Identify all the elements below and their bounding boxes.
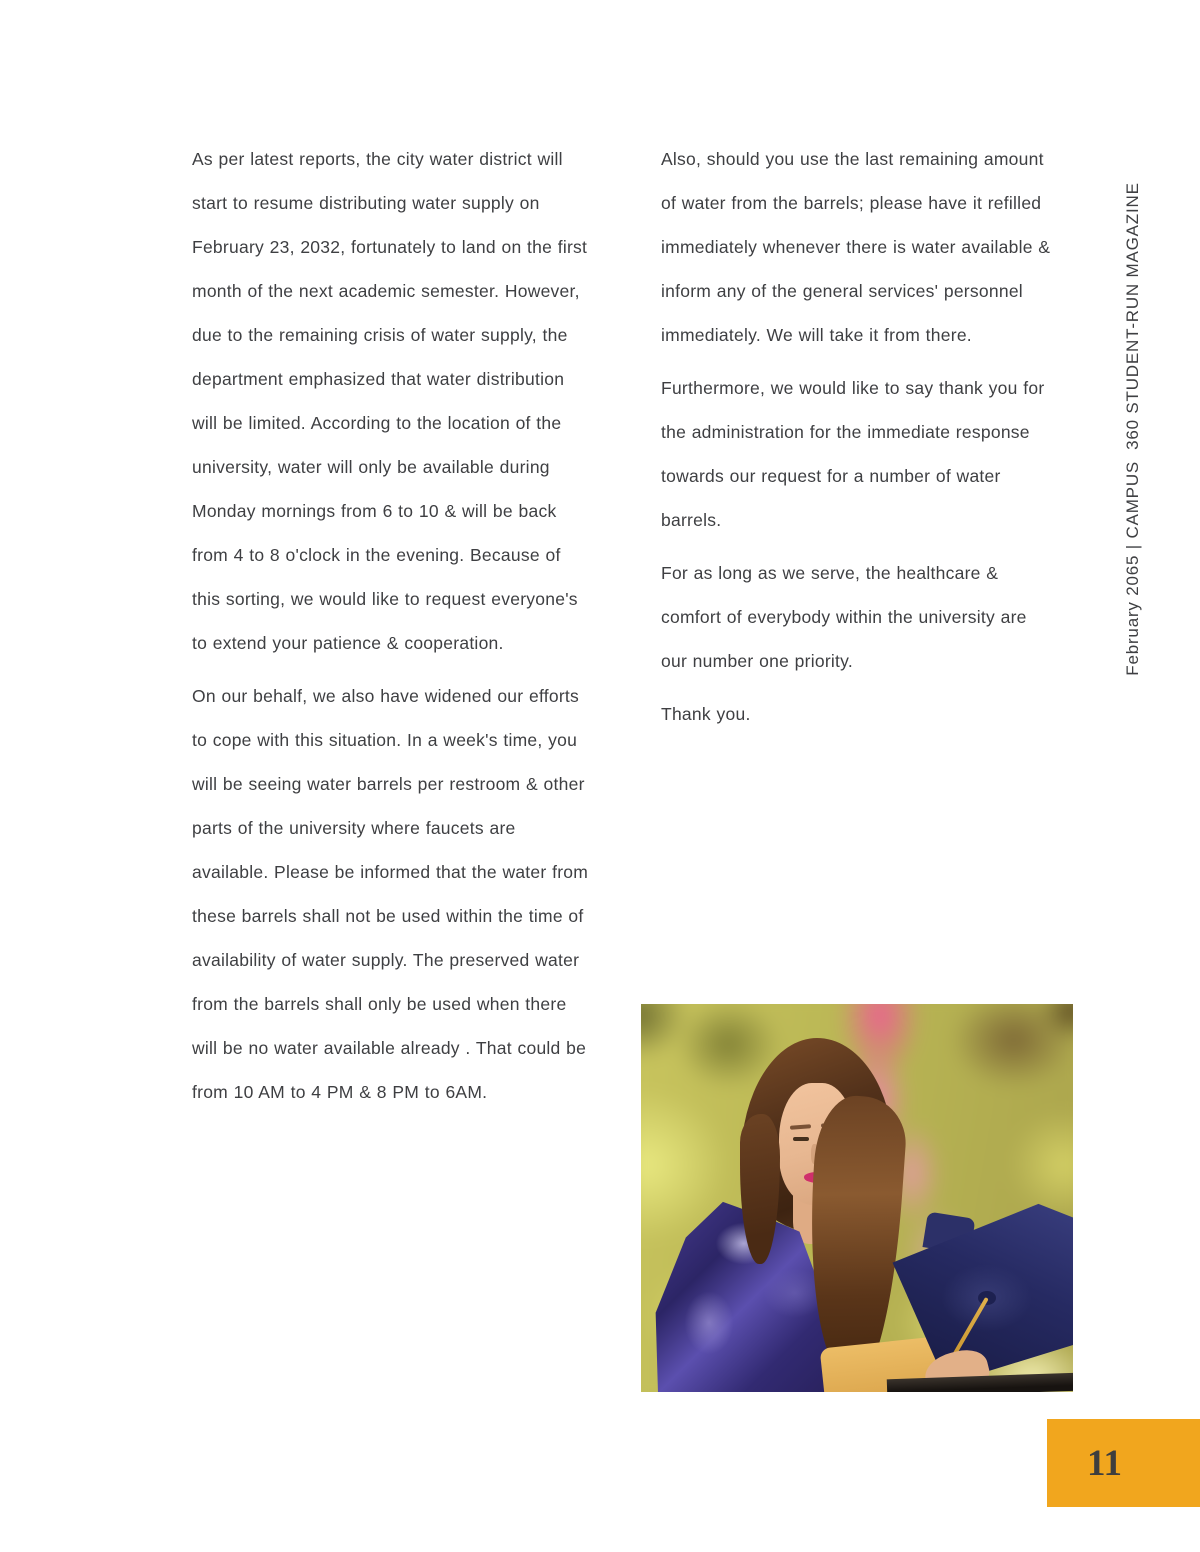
article-paragraph: As per latest reports, the city water district will start to resume distributing water supply on February 23, 2032, fortunately to land on the first month of the next academic semester. However, due to the remaining crisis of water supply, the department emphasized that water distribution will be limited. According to the location of the university, water will only be available during Monday mornings from 6 to 10 & will be back from 4 to 8 o'clock in the evening. Because of this sorting, we would like to request everyone's to extend your patience & cooperation.: [192, 149, 588, 653]
article-paragraph: On our behalf, we also have widened our efforts to cope with this situation. In a week's time, you will be seeing water barrels per restroom & other parts of the university where faucets are available. Please be informed that the water from these barrels shall not be used within the time of availability of water supply. The preserved water from the barrels shall only be used when there will be no water available already . That could be from 10 AM to 4 PM & 8 PM to 6AM.: [192, 686, 589, 1102]
graduate-photo: [641, 1004, 1073, 1392]
article-paragraph: Also, should you use the last remaining amount of water from the barrels; please have it refilled immediately whenever there is water available & inform any of the general services' personnel immediately. We will take it from there.: [661, 149, 1051, 345]
article-paragraph: Furthermore, we would like to say thank you for the administration for the immediate response towards our request for a number of water barrels.: [661, 378, 1045, 530]
article-paragraph: Thank you.: [661, 704, 751, 724]
article-column-right: [661, 137, 1053, 745]
article-paragraph: For as long as we serve, the healthcare & comfort of everybody within the university are our number one priority.: [661, 563, 1027, 671]
page-number: 11: [1087, 1442, 1122, 1484]
magazine-masthead-vertical-text: February 2065 | CAMPUS 360 STUDENT-RUN MAGAZINE: [1123, 182, 1142, 676]
page-number-box: [1047, 1419, 1200, 1507]
article-column-left: [192, 137, 592, 1123]
woman-eye: [793, 1137, 809, 1141]
